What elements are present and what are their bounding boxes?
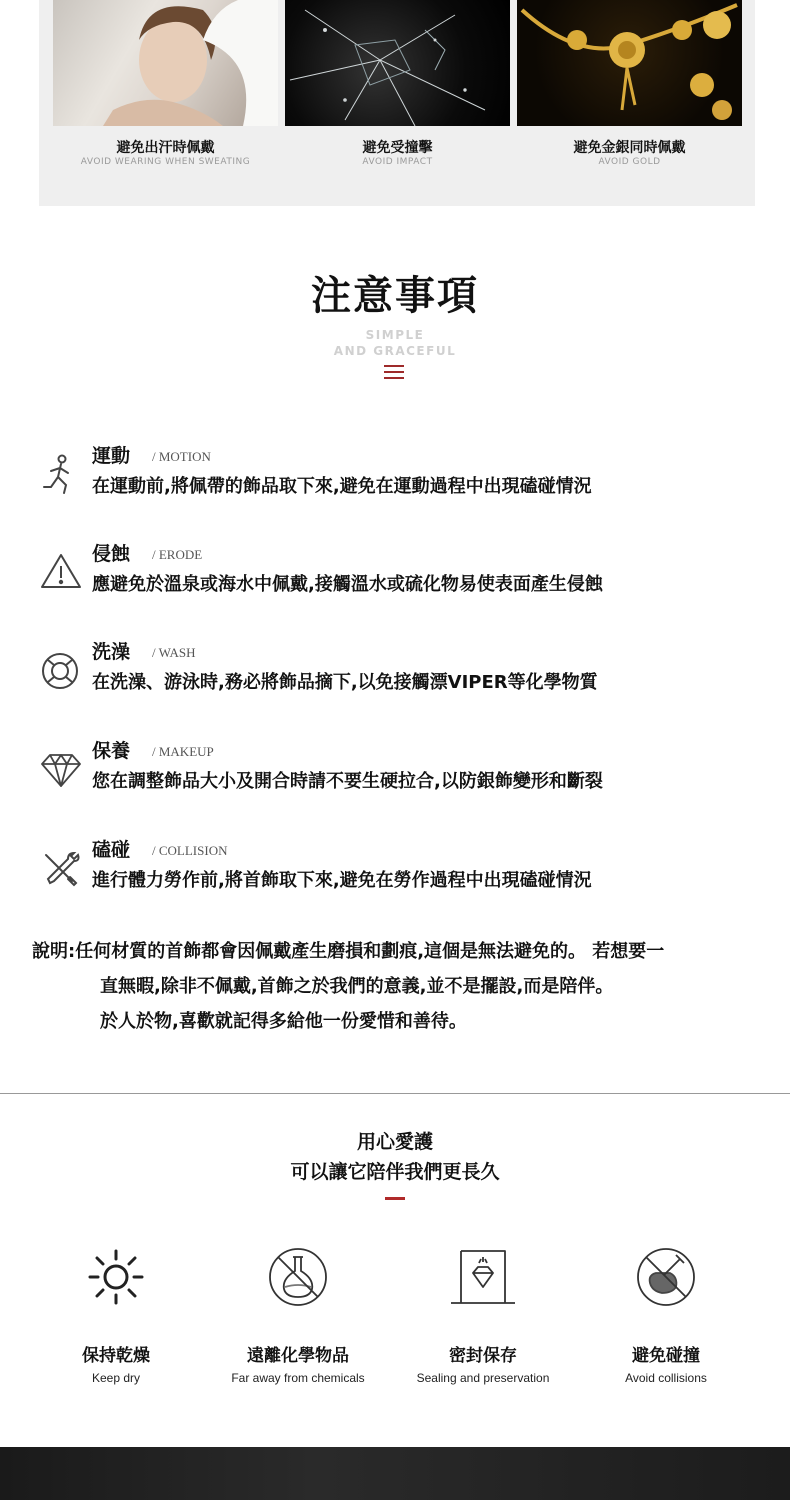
gallery-item-impact — [285, 0, 510, 167]
care-item-collisions — [581, 1245, 751, 1385]
note-title: 保養 — [92, 740, 131, 762]
note-title: 磕碰 — [92, 839, 131, 861]
care-label: 遠離化學物品 — [247, 1346, 349, 1366]
note-item-makeup — [38, 736, 728, 796]
gold-jewelry-photo — [517, 0, 742, 126]
note-title: 洗澡 — [92, 641, 131, 663]
care-label: 密封保存 — [449, 1346, 517, 1366]
note-english: / COLLISION — [152, 843, 228, 858]
heading-subtitle-1: SIMPLE — [365, 328, 425, 342]
note-description: 在運動前,將佩帶的飾品取下來,避免在運動過程中出現磕碰情況 — [92, 476, 592, 497]
gallery-title: 避免出汗時佩戴 — [116, 140, 215, 156]
gallery-subtitle: AVOID GOLD — [598, 157, 661, 167]
note-title: 侵蝕 — [92, 543, 131, 565]
care-label: 避免碰撞 — [632, 1346, 700, 1366]
note-item-wash — [38, 637, 728, 697]
care-label: 保持乾燥 — [82, 1346, 150, 1366]
section-divider — [0, 1093, 790, 1094]
sweating-woman-photo — [53, 0, 278, 126]
warning-triangle-icon — [38, 549, 84, 595]
sun-icon — [84, 1245, 148, 1309]
note-english: / ERODE — [152, 547, 203, 562]
gallery-item-gold — [517, 0, 742, 167]
care-item-chemicals — [213, 1245, 383, 1385]
heading-subtitle-2: AND GRACEFUL — [333, 344, 457, 358]
diamond-box-icon — [446, 1245, 520, 1309]
gallery-subtitle: AVOID WEARING WHEN SWEATING — [80, 157, 251, 167]
care-item-dry — [31, 1245, 201, 1385]
note-description: 應避免於溫泉或海水中佩戴,接觸溫水或硫化物易使表面產生侵蝕 — [92, 574, 603, 595]
gallery-subtitle: AVOID IMPACT — [362, 157, 433, 167]
care-english: Keep dry — [91, 1371, 141, 1385]
menu-lines-icon — [384, 365, 404, 379]
gallery-title: 避免金銀同時佩戴 — [573, 140, 686, 156]
tools-icon — [38, 845, 84, 891]
note-description: 您在調整飾品大小及開合時請不要生硬拉合,以防銀飾變形和斷裂 — [92, 771, 603, 792]
explanation-line-1: 說明:任何材質的首飾都會因佩戴產生磨損和劃痕,這個是無法避免的。 若想要一 — [32, 941, 665, 962]
gallery-panel — [39, 0, 755, 206]
explanation-text — [32, 934, 772, 1039]
note-item-collision — [38, 835, 728, 895]
explanation-line-3: 於人於物,喜歡就記得多給他一份愛惜和善待。 — [100, 1011, 467, 1032]
note-english: / WASH — [152, 645, 196, 660]
page-title: 注意事項 — [311, 273, 479, 319]
explanation-line-2: 直無暇,除非不佩戴,首飾之於我們的意義,並不是擺設,而是陪伴。 — [100, 976, 614, 997]
gallery-item-sweat — [53, 0, 278, 167]
accent-line — [385, 1197, 405, 1200]
care-title: 用心愛護 — [356, 1131, 433, 1153]
gallery-title: 避免受撞擊 — [362, 140, 433, 156]
care-english: Avoid collisions — [625, 1371, 707, 1385]
note-item-motion — [38, 441, 728, 501]
running-person-icon — [38, 451, 84, 497]
flask-prohibited-icon — [266, 1245, 330, 1309]
swim-ring-icon — [38, 647, 84, 693]
note-description: 在洗澡、游泳時,務必將飾品摘下,以免接觸漂VIPER等化學物質 — [92, 672, 598, 693]
care-item-sealing — [398, 1245, 568, 1385]
note-description: 進行體力勞作前,將首飾取下來,避免在勞作過程中出現磕碰情況 — [92, 870, 592, 891]
note-english: / MOTION — [152, 449, 211, 464]
hammer-prohibited-icon — [634, 1245, 698, 1309]
diamond-icon — [38, 746, 84, 792]
shattered-glass-photo — [285, 0, 510, 126]
care-subtitle: 可以讓它陪伴我們更長久 — [290, 1161, 500, 1183]
note-title: 運動 — [92, 445, 131, 467]
care-english: Far away from chemicals — [231, 1371, 365, 1385]
bottom-banner — [0, 1447, 790, 1500]
note-english: / MAKEUP — [152, 744, 214, 759]
note-item-erode — [38, 539, 728, 599]
care-english: Sealing and preservation — [416, 1371, 550, 1385]
